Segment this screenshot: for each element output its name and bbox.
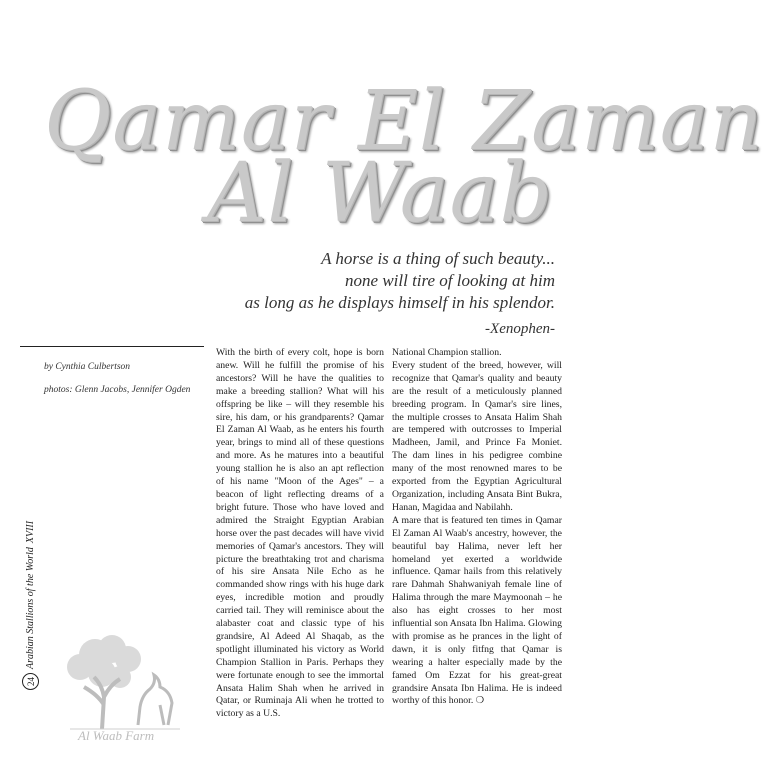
title-line-2: Al Waab bbox=[207, 146, 553, 241]
logo-text: Al Waab Farm bbox=[78, 728, 155, 743]
quote-line: as long as he displays himself in his splendor. bbox=[244, 293, 555, 312]
article-paragraph: National Champion stallion. bbox=[392, 347, 502, 358]
byline-author: by Cynthia Culbertson bbox=[44, 362, 131, 372]
page-number: 24 bbox=[22, 673, 39, 690]
publication-name: Arabian Stallions of the World bbox=[25, 547, 36, 669]
epigraph-quote bbox=[245, 248, 555, 314]
article-paragraph: A mare that is featured ten times in Qamar El Zaman Al Waab's ancestry, however, the beautiful bay Halima, never left her homeland yet exerted a worldwide influence. Qamar hails from this relatively rare Dahmah Shahwaniyah female line of Halima through the mare Maymoonah – he also has eight crosses to her most influential son Ansata Ibn Halima. Glowing with promise as he prances in the light of dawn, it is only fitfng that Qamar is wearing a halter especially made by the famed Om Ezzat for his great-great grandsire Ansata Ibn Halima. He is indeed worthy of this honor. ❍ bbox=[392, 514, 562, 707]
article-column-1 bbox=[216, 347, 384, 721]
article-column-2 bbox=[392, 347, 562, 708]
publication-volume: XVIII bbox=[25, 520, 36, 544]
article-paragraph: Every student of the breed, however, will recognize that Qamar's quality and beauty are the result of a meticulously planned breeding program. In Qamar's sire lines, the multiple crosses to Ansata Halim Shah are tempered with outcrosses to Imperial Madheen, Jamil, and Prince Fa Moniet. The dam lines in his pedigree combine many of the most renowned mares to be exported from the Egyptian Agricultural Organization, including Ansata Bint Bukra, Hanan, Magidaa and Nabilahh. bbox=[392, 359, 562, 513]
title-line-1: Qamar El Zaman bbox=[44, 74, 764, 169]
quote-attribution: -Xenophen- bbox=[485, 321, 555, 337]
quote-line: none will tire of looking at him bbox=[345, 271, 555, 290]
publication-sidebar bbox=[22, 521, 39, 690]
quote-line: A horse is a thing of such beauty... bbox=[321, 249, 555, 268]
byline-photos: photos: Glenn Jacobs, Jennifer Ogden bbox=[44, 385, 191, 395]
article-paragraph: With the birth of every colt, hope is born anew. Will he fulfill the promise of his ancestors? Will he have the qualities to make a breeding stallion? What will his offspring be like – will they resemble his sire, his dam, or his grandparents? Qamar El Zaman Al Waab, as he enters his fourth year, brings to mind all of these questions and more. As he matures into a beautiful young stallion he is also an apt reflection of his name "Moon of the Ages" – a beacon of light reflecting dreams of a bright future. Those who have loved and admired the Straight Egyptian Arabian horse over the past decades will have vivid memories of Qamar's ancestors. They will picture the breathtaking trot and charisma of his sire Ansata Nile Echo as he commanded show rings with his huge dark eyes, incredible motion and proudly carried tail. They will reminisce about the alabaster coat and classic type of his grandsire, Al Adeed Al Shaqab, as the spotlight illuminated his victory as World Champion Stallion in Paris. Perhaps they were fortunate enough to see the immortal Ansata Halim Shah when he arrived in Qatar, or Ruminaja Ali when he trotted to victory as a U.S. bbox=[216, 347, 384, 720]
tree-horse-logo-icon bbox=[50, 625, 190, 745]
byline-rule bbox=[20, 346, 204, 347]
